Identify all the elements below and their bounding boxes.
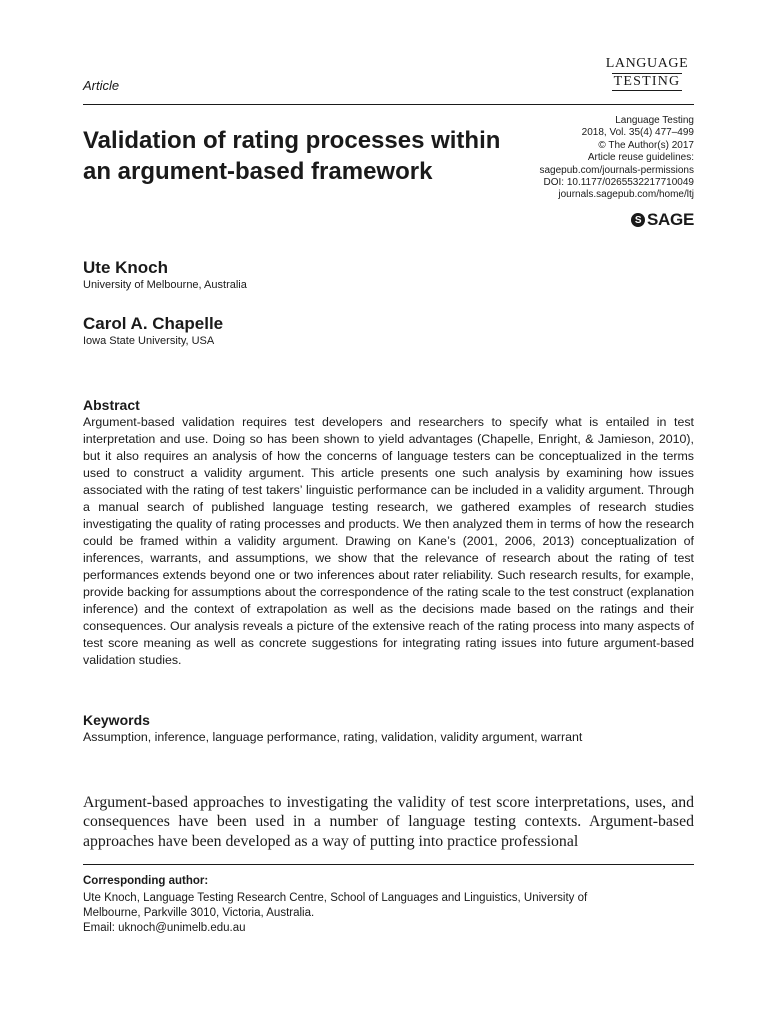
journal-logo-line1: LANGUAGE (605, 56, 689, 71)
doi-link[interactable]: DOI: 10.1177/0265532217710049 (543, 177, 694, 189)
author-name: Carol A. Chapelle (83, 314, 224, 333)
journal-name: Language Testing (615, 115, 694, 126)
publisher-logo (631, 210, 694, 230)
header-divider (83, 104, 694, 105)
keywords-heading: Keywords (83, 712, 150, 728)
article-title: Validation of rating processes within an argument-based framework (83, 127, 501, 185)
publisher-name: SAGE (647, 210, 694, 229)
abstract-text: Argument-based validation requires test developers and researchers to specify what is entailed in test interpretation and use. Doing so has been shown to yield advantages (Chapelle, Enright, & Jamieson, 2010), but it also requires an analysis of how the concerns of language testers can be conceptualized in the terms used to construct a validity argument. This article presents one such analysis by examining how issues associated with the rating of test takers’ linguistic performance can be included in a validity argument. Through a manual search of published language testing research, we gathered examples of research studies investigating the quality of rating processes and products. We then analyzed them in terms of how the research could be framed within a validity argument. Drawing on Kane’s (2001, 2006, 2013) conceptualization of inferences, warrants, and assumptions, we show that the relevance of research about the rating of test performances extends beyond one or two inferences about rater reliability. Such research results, for example, provide backing for assumptions about the correspondence of the rating scale to the test construct (explanation inference) and the context of extrapolation as well as the decisions made based on the ratings and their consequences. Our analysis reveals a picture of the extensive reach of the rating process into many aspects of test score meaning as well as concrete suggestions for integrating rating issues into future argument-based validation studies. (83, 415, 694, 667)
abstract-heading: Abstract (83, 397, 140, 413)
reuse-guidelines-label: Article reuse guidelines: (587, 152, 694, 164)
article-type-label: Article (83, 78, 120, 93)
corresponding-author-details (83, 891, 683, 936)
author-name: Ute Knoch (83, 258, 168, 277)
copyright-notice: © The Author(s) 2017 (598, 139, 694, 151)
permissions-link[interactable]: sagepub.com/journals-permissions (539, 164, 694, 176)
corresponding-author-line: Melbourne, Parkville 3010, Victoria, Australia. (83, 907, 315, 919)
author-affiliation: Iowa State University, USA (83, 335, 215, 347)
volume-info: 2018, Vol. 35(4) 477–499 (581, 127, 694, 139)
body-paragraph: Argument-based approaches to investigating the validity of test score interpretations, uses, and consequences have been used in a number of language testing contexts. Argument-based approaches have been developed as a way of putting into practice professional (83, 794, 694, 850)
corresponding-author-line: Ute Knoch, Language Testing Research Centre, School of Languages and Linguistics, University of (83, 892, 588, 904)
corresponding-author-heading: Corresponding author: (83, 875, 209, 887)
footnote-divider (83, 864, 694, 865)
journal-logo (601, 56, 693, 91)
author-affiliation: University of Melbourne, Australia (83, 279, 247, 291)
corresponding-author-email[interactable]: Email: uknoch@unimelb.edu.au (83, 922, 246, 934)
sage-logo-icon: S (631, 213, 645, 227)
journal-logo-line2: TESTING (613, 74, 681, 89)
journal-homepage-link[interactable]: journals.sagepub.com/home/ltj (558, 189, 694, 201)
keywords-text: Assumption, inference, language performance, rating, validation, validity argument, warrant (83, 730, 583, 744)
